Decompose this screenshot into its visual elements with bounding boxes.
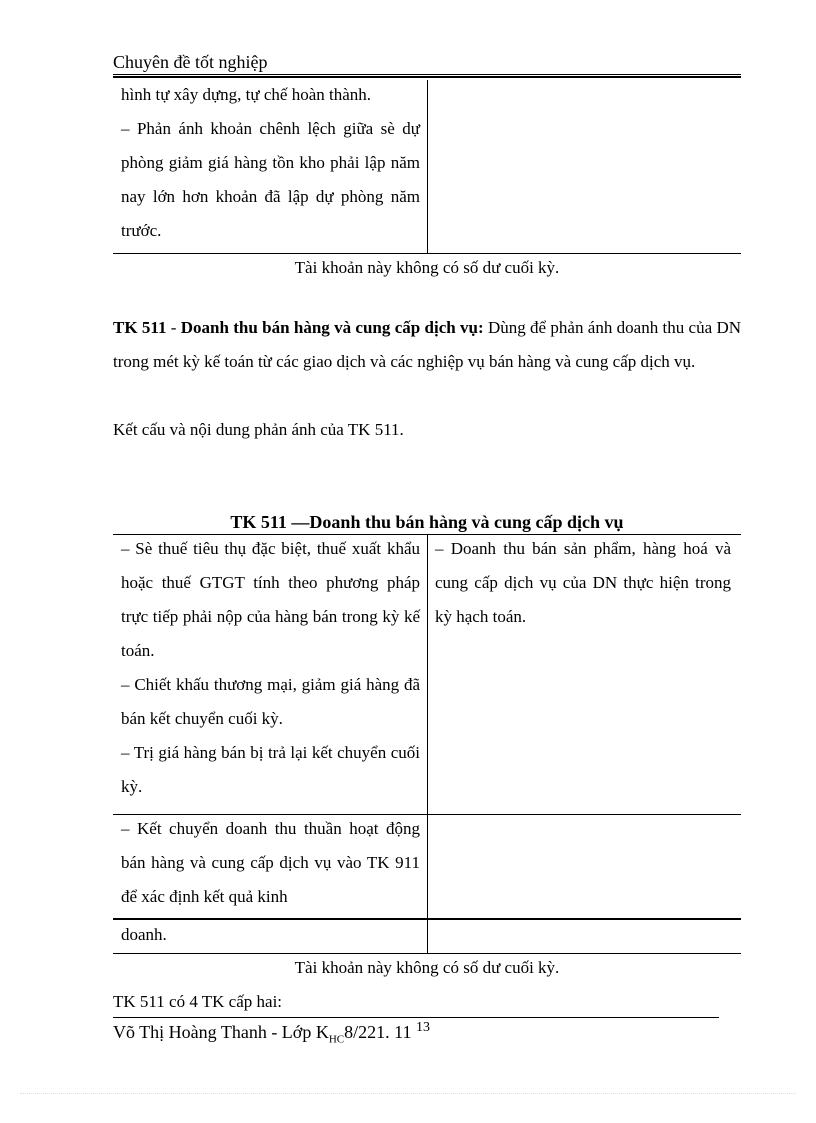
section-bold-title: Doanh thu bán hàng và cung cấp dịch vụ: [180, 318, 484, 337]
section-sep: - [166, 318, 181, 337]
section-structure: Kết cấu và nội dung phản ánh của TK 511. [113, 420, 404, 439]
table2-left-bottom-b: doanh. [121, 925, 167, 944]
footer-sub: HC [328, 1033, 345, 1046]
section-code: TK 511 [113, 318, 167, 337]
table2-left-item-3: – Trị giá hàng bán bị trả lại kết chuyển cuối kỳ. [121, 743, 420, 796]
page-footer [113, 1020, 430, 1046]
table2-left-bottom-cell [121, 812, 420, 914]
footer-author: Võ Thị Hoàng Thanh - Lớp K [113, 1022, 329, 1042]
table2-right-top-cell [435, 532, 731, 634]
page-header-title: Chuyên đề tốt nghiệp [113, 52, 268, 72]
table2-left-item-2: – Chiết khấu thương mại, giảm giá hàng đã bán kết chuyển cuối kỳ. [121, 675, 420, 728]
table2-left-bottom-cell-2 [121, 918, 420, 952]
table2-bottom-rule [113, 953, 741, 954]
section-paragraph [113, 311, 741, 379]
table2-title: TK 511 —Doanh thu bán hàng và cung cấp dịch vụ [230, 512, 624, 532]
table1-bottom-rule [113, 253, 741, 254]
table2-note: Tài khoản này không có số dư cuối kỳ. [294, 958, 560, 977]
section-desc: Dùng để phản ánh doanh thu của DN trong mét kỳ kế toán từ các giao dịch và các nghiệp vụ bán hàng và cung cấp dịch vụ. [113, 318, 742, 371]
table2-left-top-cell [121, 532, 420, 804]
table2-left-item-1: – Sè thuế tiêu thụ đặc biệt, thuế xuất khẩu hoặc thuế GTGT tính theo phương pháp trực tiếp phải nộp của hàng bán trong kỳ kế toán. [121, 539, 420, 660]
footer-rule [113, 1017, 719, 1018]
footer-class: 8/221. 11 [344, 1022, 416, 1042]
table2-divider [427, 534, 428, 953]
closing-line: TK 511 có 4 TK cấp hai: [113, 992, 283, 1011]
table1-note: Tài khoản này không có số dư cuối kỳ. [294, 258, 560, 277]
table1-left-cell [121, 78, 420, 248]
page-number: 13 [415, 1020, 430, 1035]
table1-left-line-1: hình tự xây dựng, tự chế hoàn thành. [121, 85, 372, 104]
table2-right-item-1: – Doanh thu bán sản phẩm, hàng hoá và cung cấp dịch vụ của DN thực hiện trong kỳ hạch toán. [435, 539, 731, 626]
table2-left-bottom-a: – Kết chuyển doanh thu thuần hoạt động bán hàng và cung cấp dịch vụ vào TK 911 để xác định kết quả kinh [121, 819, 420, 906]
table1-divider [427, 80, 428, 253]
page-edge-dotted-line [20, 1093, 796, 1094]
table1-left-line-2: – Phản ánh khoản chênh lệch giữa sè dự phòng giảm giá hàng tồn kho phải lập năm nay lớn hơn khoản đã lập dự phòng năm trước. [121, 119, 420, 240]
